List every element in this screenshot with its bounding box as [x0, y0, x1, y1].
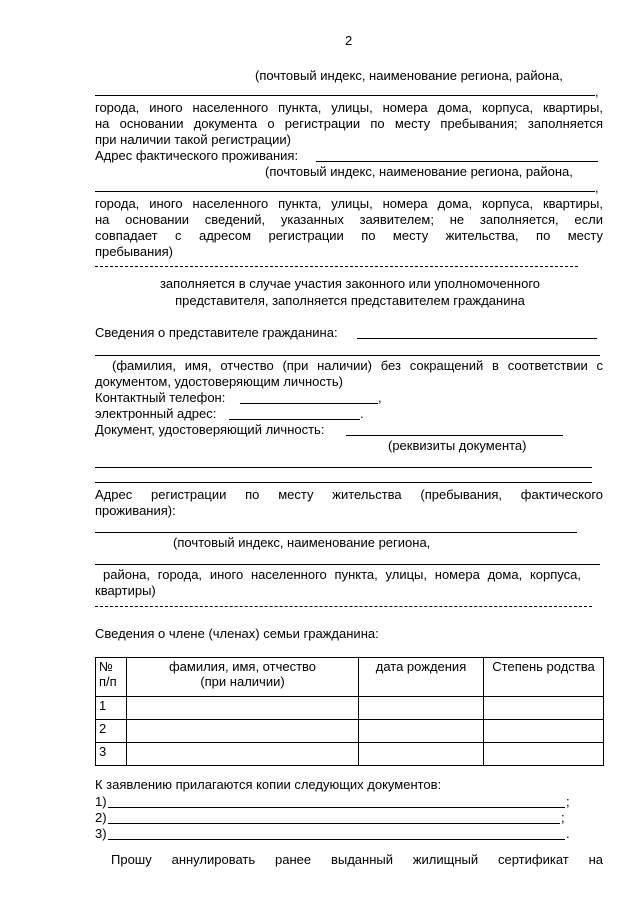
representative-input-line[interactable]	[357, 338, 597, 339]
table-header-row	[96, 658, 604, 697]
attachment-end: ;	[566, 794, 570, 809]
actual-address-input-line-2[interactable]	[95, 191, 595, 192]
relation-cell[interactable]	[484, 697, 604, 720]
id-document-label: Документ, удостоверяющий личность:	[95, 422, 325, 437]
actual-address-description-line-3: совпадает с адресом регистрации по месту жительства, по месту	[95, 228, 603, 243]
attachment-num: 3)	[95, 826, 107, 841]
address-description-line-1: города, иного населенного пункта, улицы, номера дома, корпуса, квартиры,	[95, 100, 603, 115]
email-label: электронный адрес:	[95, 406, 217, 421]
actual-address-description-line-2: на основании сведений, указанных заявителем; не заполняется, если	[95, 212, 603, 227]
representative-fio-hint-1: (фамилия, имя, отчество (при наличии) без сокращений в соответствии с	[112, 358, 603, 373]
final-request-text: Прошу аннулировать ранее выданный жилищный сертификат на	[111, 852, 603, 867]
address-description-line-2: на основании документа о регистрации по месту пребывания; заполняется	[95, 116, 603, 131]
id-document-input-line-3[interactable]	[95, 482, 592, 483]
attachments-label: К заявлению прилагаются копии следующих документов:	[95, 777, 442, 792]
section-divider	[95, 606, 592, 607]
actual-address-hint: (почтовый индекс, наименование региона, района,	[265, 164, 573, 179]
fio-cell[interactable]	[127, 697, 359, 720]
attachment-end: .	[566, 826, 570, 841]
registration-address-line-1: Адрес регистрации по месту жительства (пребывания, фактического	[95, 487, 603, 502]
address-input-line[interactable]	[95, 95, 595, 96]
id-document-input-line-2[interactable]	[95, 467, 592, 468]
representative-note-line-1: заполняется в случае участия законного или уполномоченного	[159, 276, 541, 291]
registration-address-tail-2: квартиры)	[95, 583, 156, 598]
family-table	[95, 657, 604, 766]
table-row	[96, 697, 604, 720]
actual-address-description-line-1: города, иного населенного пункта, улицы, номера дома, корпуса, квартиры,	[95, 196, 603, 211]
table-row	[96, 743, 604, 766]
registration-address-input-line-2[interactable]	[95, 564, 600, 565]
relation-cell[interactable]	[484, 743, 604, 766]
phone-label: Контактный телефон:	[95, 390, 226, 405]
column-header-fio	[127, 658, 359, 697]
family-label: Сведения о члене (членах) семьи гражданина:	[95, 626, 379, 641]
column-header-dob	[359, 658, 484, 697]
relation-cell[interactable]	[484, 720, 604, 743]
section-divider	[95, 266, 578, 267]
attachment-input-line[interactable]	[108, 839, 565, 840]
dob-cell[interactable]	[359, 743, 484, 766]
attachment-end: ;	[561, 810, 565, 825]
dob-cell[interactable]	[359, 697, 484, 720]
representative-note-line-2: представителя, заполняется представителем гражданина	[175, 293, 525, 308]
registration-address-tail-1: района, города, иного населенного пункта, улицы, номера дома, корпуса,	[103, 567, 581, 582]
column-header-relation	[484, 658, 604, 697]
table-row	[96, 720, 604, 743]
actual-address-description-line-4: пребывания)	[95, 244, 173, 259]
attachment-input-line[interactable]	[108, 807, 565, 808]
actual-address-input-line[interactable]	[316, 161, 598, 162]
page-number: 2	[345, 33, 353, 48]
attachment-num: 2)	[95, 810, 107, 825]
id-document-hint: (реквизиты документа)	[388, 438, 527, 453]
actual-address-label: Адрес фактического проживания:	[95, 148, 299, 163]
email-input-line[interactable]	[229, 419, 360, 420]
address-hint-top: (почтовый индекс, наименование региона, района,	[255, 68, 563, 83]
comma: ,	[595, 84, 599, 99]
column-header-num-text: № п/п	[99, 659, 117, 689]
row-number: 2	[96, 720, 127, 743]
email-end: .	[360, 406, 364, 421]
comma: ,	[595, 180, 599, 195]
column-header-num	[96, 658, 127, 697]
representative-label: Сведения о представителе гражданина:	[95, 325, 338, 340]
attachment-num: 1)	[95, 794, 107, 809]
address-description-line-3: при наличии такой регистрации)	[95, 132, 291, 147]
column-header-dob-text: дата рождения	[375, 659, 467, 674]
registration-address-hint: (почтовый индекс, наименование региона,	[173, 535, 431, 550]
phone-input-line[interactable]	[240, 403, 378, 404]
registration-address-line-2: проживания):	[95, 503, 176, 518]
phone-end: ,	[378, 390, 382, 405]
attachment-input-line[interactable]	[108, 823, 560, 824]
row-number: 1	[96, 697, 127, 720]
column-header-fio-line-2: (при наличии)	[200, 674, 285, 689]
representative-fio-hint-2: документом, удостоверяющим личность)	[95, 374, 343, 389]
fio-cell[interactable]	[127, 720, 359, 743]
registration-address-input-line[interactable]	[95, 532, 577, 533]
row-number: 3	[96, 743, 127, 766]
dob-cell[interactable]	[359, 720, 484, 743]
id-document-input-line[interactable]	[346, 435, 563, 436]
fio-cell[interactable]	[127, 743, 359, 766]
column-header-relation-text: Степень родства	[492, 659, 595, 674]
representative-fio-input-line[interactable]	[95, 355, 600, 356]
column-header-fio-line-1: фамилия, имя, отчество	[168, 659, 317, 674]
